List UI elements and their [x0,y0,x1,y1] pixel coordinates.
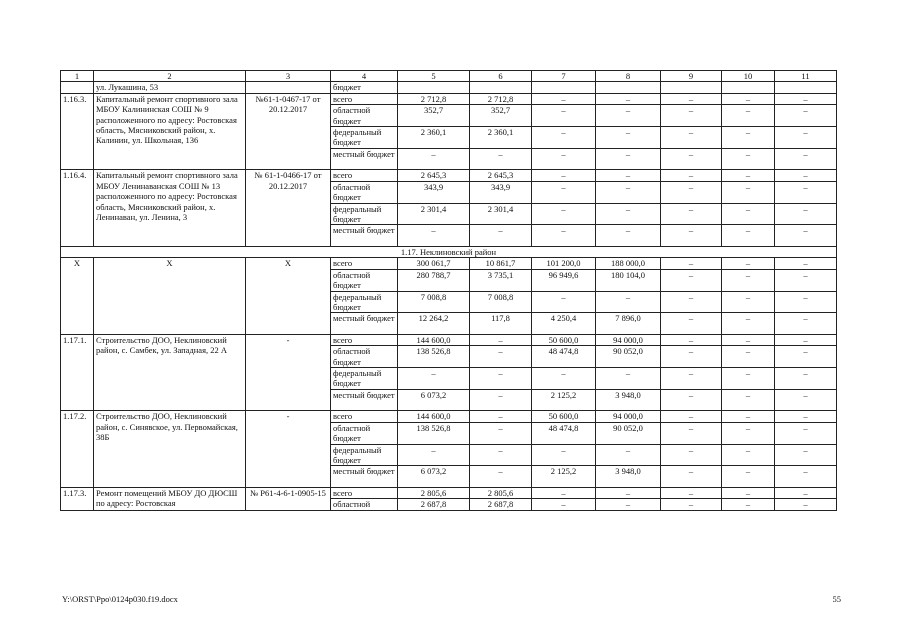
value-cell: – [722,105,775,127]
value-cell: – [596,444,661,466]
value-cell: – [661,411,722,422]
funding-category: областной бюджет [331,422,398,444]
value-cell: – [596,181,661,203]
value-cell: 352,7 [470,105,532,127]
value-cell: – [722,291,775,313]
value-cell: 94 000,0 [596,411,661,422]
funding-category: федеральный бюджет [331,444,398,466]
value-cell: – [470,334,532,345]
value-cell: – [532,105,596,127]
col-header-5: 5 [398,71,470,82]
item-name: Строительство ДОО, Неклиновский район, с. Самбек, ул. Западная, 22 А [94,334,246,411]
value-cell: – [532,170,596,181]
value-cell: – [596,105,661,127]
table-row [61,82,837,93]
value-cell: 2 805,6 [470,487,532,498]
value-cell: – [775,291,837,313]
value-cell: – [775,422,837,444]
value-cell: – [470,422,532,444]
funding-category: областной бюджет [331,181,398,203]
value-cell: – [661,203,722,225]
value-cell: – [661,499,722,510]
value-cell: 2 687,8 [398,499,470,510]
funding-category: всего [331,487,398,498]
value-cell: – [722,127,775,149]
value-cell: 2 360,1 [398,127,470,149]
value-cell [470,82,532,93]
value-cell: 50 600,0 [532,334,596,345]
item-document: - [246,411,331,488]
value-cell: – [722,487,775,498]
value-cell: 48 474,8 [532,346,596,368]
budget-table [60,70,837,511]
funding-category: всего [331,258,398,269]
value-cell: – [775,105,837,127]
value-cell: 2 360,1 [470,127,532,149]
value-cell: – [722,411,775,422]
value-cell: 2 687,8 [470,499,532,510]
funding-category: всего [331,170,398,181]
value-cell: 7 008,8 [398,291,470,313]
value-cell: 94 000,0 [596,334,661,345]
table-row [61,170,837,181]
value-cell: 6 073,2 [398,389,470,411]
col-header-11: 11 [775,71,837,82]
item-document [246,82,331,93]
value-cell: – [532,368,596,390]
value-cell: – [661,225,722,247]
value-cell: – [470,389,532,411]
item-document: №61-1-0467-17 от 20.12.2017 [246,93,331,170]
value-cell: 10 861,7 [470,258,532,269]
table-row [61,334,837,345]
value-cell: – [532,291,596,313]
value-cell: – [470,225,532,247]
value-cell: – [661,258,722,269]
value-cell: – [470,346,532,368]
funding-category: областной бюджет [331,346,398,368]
value-cell: 96 949,6 [532,269,596,291]
item-name: Капитальный ремонт спортивного зала МБОУ Калининская СОШ № 9 расположенного по адресу: Ростовская область, Мясниковский район, х. Калинин, ул. Школьная, 136 [94,93,246,170]
value-cell: – [596,225,661,247]
item-number: 1.17.3. [61,487,94,510]
value-cell: 12 264,2 [398,313,470,335]
value-cell: – [775,313,837,335]
value-cell: – [661,148,722,170]
item-number: 1.16.4. [61,170,94,247]
value-cell: – [532,127,596,149]
value-cell: – [596,127,661,149]
section-title: 1.17. Неклиновский район [61,246,837,257]
value-cell: 343,9 [470,181,532,203]
value-cell: – [398,148,470,170]
value-cell: 7 896,0 [596,313,661,335]
value-cell: – [775,389,837,411]
col-header-3: 3 [246,71,331,82]
value-cell: – [532,181,596,203]
value-cell: – [661,170,722,181]
table-row [61,93,837,104]
value-cell: – [722,203,775,225]
value-cell: 2 712,8 [398,93,470,104]
value-cell: – [661,444,722,466]
value-cell: 352,7 [398,105,470,127]
value-cell: – [775,411,837,422]
funding-category: местный бюджет [331,313,398,335]
value-cell: 2 301,4 [398,203,470,225]
funding-category: всего [331,334,398,345]
value-cell [722,82,775,93]
value-cell: – [722,181,775,203]
value-cell: – [661,127,722,149]
value-cell: – [661,389,722,411]
value-cell: – [596,93,661,104]
col-header-9: 9 [661,71,722,82]
value-cell [398,82,470,93]
value-cell: – [775,170,837,181]
value-cell: – [775,346,837,368]
table-row [61,258,837,269]
value-cell: – [532,148,596,170]
value-cell: 2 712,8 [470,93,532,104]
value-cell: – [775,444,837,466]
value-cell: 138 526,8 [398,422,470,444]
page-number: 55 [832,594,841,604]
item-number [61,82,94,93]
item-document: № 61-1-0466-17 от 20.12.2017 [246,170,331,247]
value-cell: – [661,105,722,127]
value-cell: – [398,368,470,390]
value-cell: – [470,444,532,466]
value-cell: – [722,93,775,104]
funding-category: федеральный бюджет [331,291,398,313]
value-cell: – [596,368,661,390]
value-cell: – [661,181,722,203]
value-cell: – [661,291,722,313]
value-cell: – [722,334,775,345]
item-name: ул. Лукашина, 53 [94,82,246,93]
value-cell: – [470,148,532,170]
value-cell: 144 600,0 [398,334,470,345]
value-cell: 2 125,2 [532,466,596,488]
value-cell: – [596,203,661,225]
item-name: Ремонт помещений МБОУ ДО ДЮСШ по адресу: Ростовская [94,487,246,510]
value-cell: – [775,368,837,390]
column-number-row [61,71,837,82]
value-cell: 101 200,0 [532,258,596,269]
funding-category: федеральный бюджет [331,368,398,390]
value-cell: – [661,487,722,498]
value-cell: – [775,148,837,170]
funding-category: местный бюджет [331,225,398,247]
funding-category: бюджет [331,82,398,93]
table-row [61,487,837,498]
value-cell: – [775,127,837,149]
funding-category: федеральный бюджет [331,203,398,225]
value-cell: 144 600,0 [398,411,470,422]
value-cell: – [532,499,596,510]
funding-category: всего [331,93,398,104]
value-cell: – [722,148,775,170]
section-row [61,246,837,257]
value-cell: 3 948,0 [596,466,661,488]
value-cell: – [722,346,775,368]
value-cell: – [722,170,775,181]
funding-category: всего [331,411,398,422]
value-cell: 300 061,7 [398,258,470,269]
value-cell: 2 805,6 [398,487,470,498]
value-cell: – [596,148,661,170]
value-cell [596,82,661,93]
value-cell: – [661,466,722,488]
item-number: 1.16.3. [61,93,94,170]
value-cell: – [596,170,661,181]
value-cell: 2 301,4 [470,203,532,225]
value-cell: 3 948,0 [596,389,661,411]
value-cell: 2 645,3 [470,170,532,181]
value-cell: – [722,225,775,247]
funding-category: областной бюджет [331,269,398,291]
value-cell: – [596,499,661,510]
funding-category: областной [331,499,398,510]
item-document: № Р61-4-6-1-0905-15 [246,487,331,510]
value-cell: – [722,444,775,466]
col-header-7: 7 [532,71,596,82]
value-cell: 343,9 [398,181,470,203]
col-header-10: 10 [722,71,775,82]
value-cell: 6 073,2 [398,466,470,488]
value-cell: – [775,258,837,269]
value-cell: – [470,368,532,390]
value-cell [775,82,837,93]
value-cell: – [775,203,837,225]
value-cell: – [661,334,722,345]
value-cell: 2 125,2 [532,389,596,411]
value-cell: – [532,225,596,247]
value-cell: – [470,466,532,488]
funding-category: местный бюджет [331,466,398,488]
value-cell: – [775,225,837,247]
value-cell: 3 735,1 [470,269,532,291]
value-cell: – [775,93,837,104]
item-number: 1.17.1. [61,334,94,411]
item-name: Х [94,258,246,335]
col-header-8: 8 [596,71,661,82]
value-cell: 188 000,0 [596,258,661,269]
value-cell: – [722,389,775,411]
value-cell: – [661,313,722,335]
item-name: Капитальный ремонт спортивного зала МБОУ Ленинаванская СОШ № 13 расположенного по адресу: Ростовская область, Мясниковский район, х. Ленинаван, ул. Ленина, 3 [94,170,246,247]
item-number: 1.17.2. [61,411,94,488]
col-header-6: 6 [470,71,532,82]
funding-category: областной бюджет [331,105,398,127]
value-cell: – [596,487,661,498]
value-cell: – [532,93,596,104]
value-cell: 7 008,8 [470,291,532,313]
value-cell: – [532,203,596,225]
value-cell: – [722,368,775,390]
funding-category: местный бюджет [331,148,398,170]
value-cell: – [532,487,596,498]
value-cell: 280 788,7 [398,269,470,291]
value-cell: 90 052,0 [596,346,661,368]
col-header-1: 1 [61,71,94,82]
value-cell: – [722,269,775,291]
value-cell: – [722,422,775,444]
value-cell: – [596,291,661,313]
value-cell: 48 474,8 [532,422,596,444]
col-header-4: 4 [331,71,398,82]
value-cell [661,82,722,93]
table-row [61,411,837,422]
value-cell: 2 645,3 [398,170,470,181]
funding-category: местный бюджет [331,389,398,411]
value-cell [532,82,596,93]
value-cell: – [661,346,722,368]
item-number: Х [61,258,94,335]
value-cell: – [661,368,722,390]
item-document: - [246,334,331,411]
value-cell: – [722,499,775,510]
value-cell: – [398,444,470,466]
col-header-2: 2 [94,71,246,82]
value-cell: 50 600,0 [532,411,596,422]
value-cell: – [775,499,837,510]
value-cell: – [722,466,775,488]
value-cell: 138 526,8 [398,346,470,368]
value-cell: – [722,258,775,269]
value-cell: – [661,422,722,444]
value-cell: – [661,93,722,104]
file-path: Y:\ORST\Ppo\0124p030.f19.docx [62,594,178,604]
value-cell: – [470,411,532,422]
value-cell: 90 052,0 [596,422,661,444]
value-cell: – [661,269,722,291]
value-cell: – [775,181,837,203]
value-cell: – [775,269,837,291]
value-cell: – [775,487,837,498]
funding-category: федеральный бюджет [331,127,398,149]
value-cell: – [398,225,470,247]
item-document: Х [246,258,331,335]
value-cell: – [722,313,775,335]
value-cell: – [775,466,837,488]
value-cell: 180 104,0 [596,269,661,291]
value-cell: – [532,444,596,466]
value-cell: 117,8 [470,313,532,335]
value-cell: 4 250,4 [532,313,596,335]
value-cell: – [775,334,837,345]
item-name: Строительство ДОО, Неклиновский район, с. Синявское, ул. Первомайская, 38Б [94,411,246,488]
